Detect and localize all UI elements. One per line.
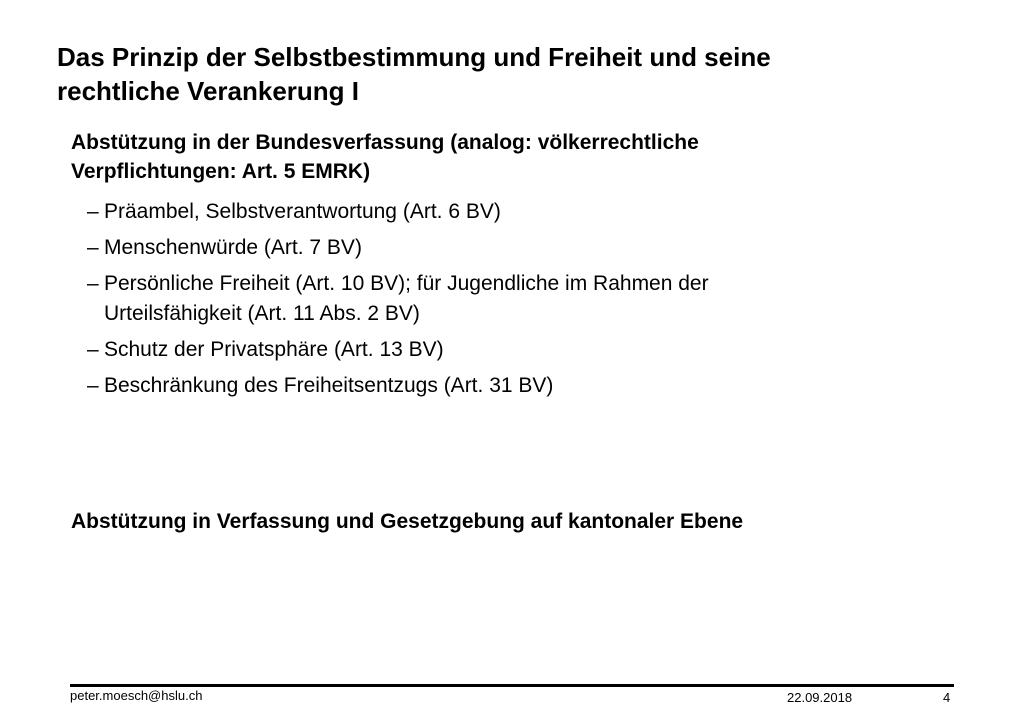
slide-title	[57, 40, 957, 108]
list-item	[87, 197, 947, 227]
list-item-text: Beschränkung des Freiheitsentzugs (Art. 31 BV)	[104, 374, 554, 397]
bullet-dash-icon: –	[87, 236, 99, 259]
bullet-dash-icon: –	[87, 374, 99, 397]
section-heading-line: Verpflichtungen: Art. 5 EMRK)	[71, 160, 371, 183]
bullet-dash-icon: –	[87, 338, 99, 361]
slide-title-line: Das Prinzip der Selbstbestimmung und Freiheit und seine	[57, 42, 771, 72]
bullet-dash-icon: –	[87, 272, 99, 295]
list-item-text: Schutz der Privatsphäre (Art. 13 BV)	[104, 338, 444, 361]
list-item	[87, 335, 947, 365]
footer-divider	[70, 684, 954, 687]
footer-email: peter.moesch@hslu.ch	[70, 688, 203, 703]
list-item-text: Menschenwürde (Art. 7 BV)	[104, 236, 362, 259]
list-item	[87, 233, 947, 263]
list-item	[87, 371, 947, 401]
section-heading-federal-constitution	[71, 128, 951, 186]
list-item-text: Präambel, Selbstverantwortung (Art. 6 BV)	[104, 200, 501, 223]
section-heading-line: Abstützung in der Bundesverfassung (analog: völkerrechtliche	[71, 131, 699, 154]
section-heading-cantonal-level	[71, 507, 951, 536]
section-heading-line: Abstützung in Verfassung und Gesetzgebung auf kantonaler Ebene	[71, 510, 744, 533]
page-number: 4	[943, 690, 951, 705]
bullet-dash-icon: –	[87, 200, 99, 223]
list-item	[87, 269, 947, 329]
slide-title-line: rechtliche Verankerung I	[57, 76, 360, 106]
list-item-text: Urteilsfähigkeit (Art. 11 Abs. 2 BV)	[104, 302, 420, 325]
bullet-list	[87, 197, 947, 407]
list-item-text: Persönliche Freiheit (Art. 10 BV); für Jugendliche im Rahmen der	[104, 272, 709, 295]
footer-date: 22.09.2018	[787, 690, 853, 705]
